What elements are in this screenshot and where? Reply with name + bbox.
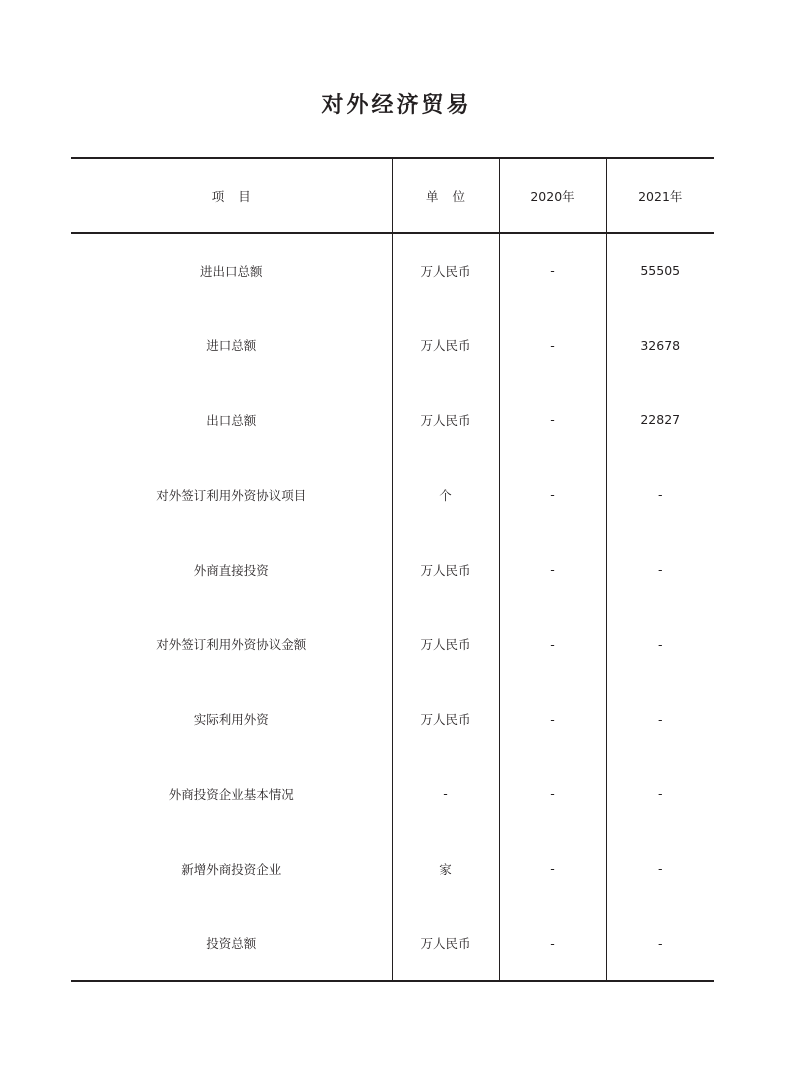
cell-2020: - <box>499 532 606 607</box>
cell-2020: - <box>499 906 606 981</box>
cell-2020: - <box>499 383 606 458</box>
table-header-row <box>71 158 714 233</box>
page-title: 对外经济贸易 <box>321 92 472 118</box>
cell-unit: 万人民币 <box>392 532 499 607</box>
cell-unit: 万人民币 <box>392 383 499 458</box>
cell-item: 投资总额 <box>71 906 392 981</box>
cell-2021: - <box>606 457 714 532</box>
cell-item: 外商直接投资 <box>193 562 269 578</box>
cell-2020: - <box>499 457 606 532</box>
cell-unit: 万人民币 <box>392 682 499 757</box>
table-row <box>71 906 714 981</box>
cell-2020: - <box>499 233 606 308</box>
cell-2020: - <box>499 757 606 832</box>
cell-2021: 55505 <box>606 233 714 308</box>
cell-unit: 万人民币 <box>392 906 499 981</box>
cell-item: 进口总额 <box>206 338 257 354</box>
cell-2020: - <box>499 831 606 906</box>
cell-item: 外商投资企业基本情况 <box>168 786 294 802</box>
cell-unit: 个 <box>392 457 499 532</box>
table-row <box>71 607 714 682</box>
cell-2021: - <box>606 831 714 906</box>
cell-item: 对外签订利用外资协议金额 <box>156 637 307 653</box>
header-2021: 2021年 <box>606 158 714 233</box>
table-row <box>71 457 714 532</box>
cell-item: 对外签订利用外资协议项目 <box>156 487 307 503</box>
header-item-label: 项目 <box>211 188 265 204</box>
table-row <box>71 532 714 607</box>
cell-2020: - <box>499 607 606 682</box>
cell-unit: - <box>392 757 499 832</box>
cell-item: 进出口总额 <box>199 263 263 279</box>
cell-2021: 32678 <box>606 308 714 383</box>
cell-unit: 万人民币 <box>392 233 499 308</box>
cell-2020: - <box>499 308 606 383</box>
cell-2021: - <box>606 757 714 832</box>
header-item <box>71 158 392 233</box>
cell-item: 新增外商投资企业 <box>181 861 282 877</box>
cell-unit: 家 <box>392 831 499 906</box>
cell-unit: 万人民币 <box>392 308 499 383</box>
cell-item: 出口总额 <box>206 412 257 428</box>
header-unit <box>392 158 499 233</box>
cell-2021: 22827 <box>606 383 714 458</box>
cell-2021: - <box>606 682 714 757</box>
foreign-trade-table <box>71 157 714 982</box>
cell-2021: - <box>606 906 714 981</box>
table-row <box>71 757 714 832</box>
header-unit-label: 单位 <box>425 188 479 204</box>
table-row <box>71 308 714 383</box>
table-row <box>71 682 714 757</box>
header-2020: 2020年 <box>499 158 606 233</box>
table-row <box>71 383 714 458</box>
table-row <box>71 831 714 906</box>
cell-unit: 万人民币 <box>392 607 499 682</box>
cell-2021: - <box>606 607 714 682</box>
cell-2021: - <box>606 532 714 607</box>
cell-2020: - <box>499 682 606 757</box>
table-row <box>71 233 714 308</box>
cell-item: 实际利用外资 <box>193 712 269 728</box>
